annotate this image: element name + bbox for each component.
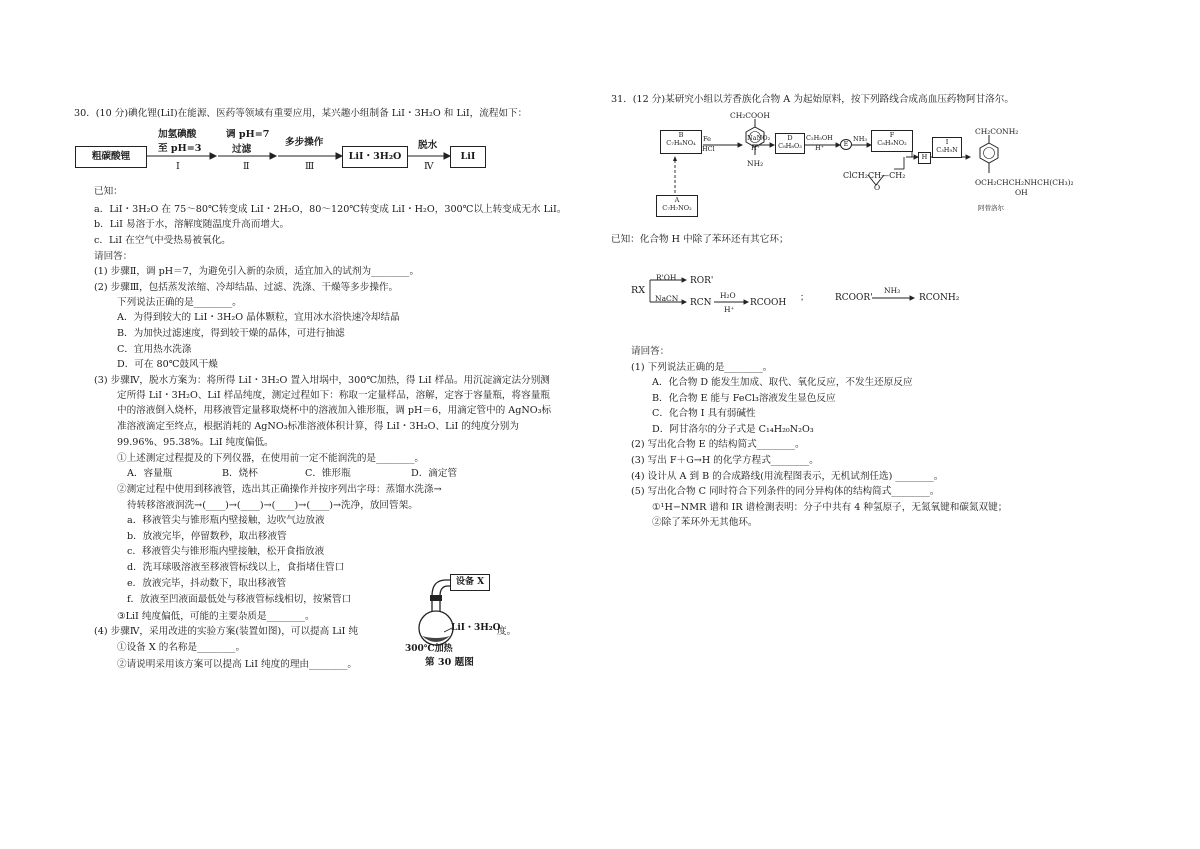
q31-part2: (2) 写出化合物 E 的结构简式________。 — [631, 439, 805, 450]
q30-known-c: c．LiI 在空气中受热易被氧化。 — [94, 235, 231, 246]
q30-part4-line1: (4) 步骤Ⅳ，采用改进的实验方案(装置如图)，可以提高 LiI 纯 — [94, 626, 359, 637]
reagent-hplus-2: H⁺ — [815, 144, 825, 152]
reaction-product-acid: RCOOH — [750, 298, 787, 308]
q30-title: 30．(10 分)碘化锂(LiI)在能源、医药等领域有重要应用，某兴趣小组制备 LiI・3H₂O 和 LiI，流程如下： — [74, 108, 528, 119]
q31-part1-option-b: B．化合物 E 能与 FeCl₃溶液发生显色反应 — [652, 393, 836, 404]
flow-step4-number: Ⅳ — [424, 161, 434, 172]
q31-part3: (3) 写出 F＋G→H 的化学方程式________。 — [631, 455, 819, 466]
compound-i-label: I — [945, 138, 949, 146]
reaction-reagent-nh3: NH₃ — [884, 286, 901, 295]
q31-title: 31．(12 分)某研究小组以芳香族化合物 A 为起始原料，按下列路线合成高血压药物阿甘洛尔。 — [611, 94, 1014, 105]
reagent-nano2: NaNO₂ — [747, 134, 771, 142]
reagent-hcl: HCl — [702, 145, 715, 153]
q30-part3-line1: (3) 步骤Ⅳ，脱水方案为：将所得 LiI・3H₂O 置入坩埚中，300℃加热，得 LiI 样品。用沉淀滴定法分别测 — [94, 375, 550, 386]
flow-step2-top: 调 pH=7 — [226, 129, 270, 140]
flow-step2-bottom: 过滤 — [232, 144, 252, 155]
compound-d-formula: C₈H₈O₃ — [778, 142, 802, 150]
group-ch2cooh: CH₂COOH — [730, 111, 770, 120]
compound-f-formula: C₈H₉NO₂ — [877, 139, 907, 147]
compound-h-box: H — [918, 152, 931, 164]
q30-part3-sub2-c: c．移液管尖与锥形瓶内壁接触，松开食指放液 — [127, 546, 325, 557]
q30-part3-sub1: ①上述测定过程提及的下列仪器，在使用前一定不能润洗的是________。 — [117, 453, 424, 464]
flask-heat-label: 300℃加热 — [405, 644, 453, 654]
compound-b-formula: C₇H₆NO₄ — [666, 139, 696, 147]
flow-start-box: 粗碳酸锂 — [75, 146, 147, 168]
q30-part3-sub1-option-b: B．烧杯 — [222, 468, 258, 479]
compound-d-label: D — [787, 134, 793, 142]
compound-b-box — [660, 130, 702, 154]
q30-part3-sub2-e: e．放液完毕，抖动数下，取出移液管 — [127, 578, 287, 589]
q30-known-b: b．LiI 易溶于水，溶解度随温度升高而增大。 — [94, 219, 290, 230]
reaction-rx: RX — [631, 285, 646, 296]
q31-known: 已知：化合物 H 中除了苯环还有其它环； — [611, 234, 789, 245]
q30-known-a: a．LiI・3H₂O 在 75～80℃转变成 LiI・2H₂O，80～120℃转变成 LiI・H₂O，300℃以上转变成无水 LiI。 — [94, 204, 567, 215]
reagent-fe: Fe — [703, 135, 712, 143]
q30-answer-heading: 请回答： — [94, 251, 133, 262]
product-side-chain: OCH₂CHCH₂NHCH(CH₃)₂ — [975, 178, 1074, 187]
q31-part5-cond2: ②除了苯环外无其他环。 — [652, 517, 758, 528]
epoxide-oxygen: O — [874, 183, 881, 192]
q30-part3-sub2-f: f．放液至凹液面最低处与移液管标线相切，按紧管口 — [127, 594, 352, 605]
reaction-product-nitrile: RCN — [690, 298, 712, 308]
flow-mid-box: LiI・3H₂O — [342, 146, 408, 168]
compound-a-formula: C₇H₇NO₂ — [662, 204, 692, 212]
q30-part2-option-b: B．为加快过滤速度，得到较干燥的晶体，可进行抽滤 — [117, 328, 345, 339]
reaction-reagent-hplus: H⁺ — [724, 305, 735, 314]
group-nh2: NH₂ — [747, 159, 764, 168]
compound-i-formula: C₃H₉N — [936, 146, 958, 154]
reaction-product-ether: ROR' — [690, 276, 714, 286]
reaction-reagent-roh: R'OH — [656, 273, 677, 282]
q30-part4-sub2: ②请说明采用该方案可以提高 LiI 纯度的理由________。 — [117, 659, 357, 670]
compound-e-circle: E — [840, 139, 852, 150]
q30-part3-line3: 中的溶液倒入烧杯，用移液管定量移取烧杯中的溶液加入锥形瓶，调 pH＝6，用滴定管中的 AgNO₃标 — [117, 405, 552, 416]
q30-known-heading: 已知： — [94, 186, 123, 197]
reaction-separator: ； — [800, 293, 810, 303]
compound-d-box — [775, 133, 805, 154]
q31-part1-option-a: A．化合物 D 能发生加成、取代、氧化反应，不发生还原反应 — [652, 377, 913, 388]
q30-part1: (1) 步骤Ⅱ，调 pH＝7，为避免引入新的杂质，适宜加入的试剂为________。 — [94, 266, 420, 277]
reaction-ester: RCOOR' — [835, 293, 873, 303]
flow-end-box: LiI — [450, 146, 486, 168]
reagent-ethanol: C₂H₅OH — [806, 134, 833, 142]
flow-step4-top: 脱水 — [418, 140, 438, 151]
q30-part3-sub2: ②测定过程中使用到移液管，选出其正确操作并按序列出字母：蒸馏水洗涤→ — [117, 484, 442, 495]
q30-part3-sub1-option-d: D．滴定管 — [411, 468, 458, 479]
q31-part1: (1) 下列说法正确的是________。 — [631, 362, 773, 373]
compound-f-box — [871, 130, 913, 152]
q30-part3-line5: 99.96%、95.38%。LiI 纯度偏低。 — [117, 437, 274, 448]
q30-part3-line4: 准溶液滴定至终点，根据消耗的 AgNO₃标准溶液体积计算，得 LiI・3H₂O、LiI 的纯度分别为 — [117, 421, 519, 432]
q30-part2-option-c: C．宜用热水洗涤 — [117, 344, 192, 355]
product-ch2conh2: CH₂CONH₂ — [975, 127, 1019, 136]
flow-step2-number: Ⅱ — [243, 161, 250, 172]
flask-sample-label: LiI・3H₂O — [451, 623, 501, 633]
reagent-nh3-1: NH₃ — [853, 135, 867, 143]
compound-b-label: B — [678, 131, 684, 139]
compound-a-label: A — [674, 196, 680, 204]
q30-part3-sub1-option-a: A．容量瓶 — [127, 468, 173, 479]
reaction-amide: RCONH₂ — [919, 293, 960, 303]
product-name: 阿替洛尔 — [978, 204, 1004, 212]
flow-arrows — [0, 0, 500, 180]
device-x-label: 设备 X — [450, 574, 490, 591]
flow-step3-top: 多步操作 — [285, 137, 324, 148]
q30-part3-sub3: ③LiI 纯度偏低，可能的主要杂质是________。 — [117, 611, 315, 622]
q31-answer-heading: 请回答： — [631, 346, 670, 357]
q30-part2-option-d: D．可在 80℃鼓风干燥 — [117, 359, 218, 370]
q30-part2-option-a: A．为得到较大的 LiI・3H₂O 晶体颗粒，宜用冰水浴快速冷却结晶 — [117, 312, 400, 323]
reagent-hplus-1: H⁺ — [751, 144, 761, 152]
q31-part1-option-c: C．化合物 I 具有弱碱性 — [652, 408, 756, 419]
epoxide-g-formula: ClCH₂CH—CH₂ — [843, 171, 906, 180]
q30-part3-sub2-sequence: 待转移溶液润洗→(____)→(____)→(____)→(____)→洗净，放回管架。 — [127, 500, 418, 511]
q31-part4: (4) 设计从 A 到 B 的合成路线(用流程图表示，无机试剂任选) ________。 — [631, 471, 944, 482]
q30-part3-line2: 定所得 LiI・3H₂O、LiI 样品纯度，测定过程如下：称取一定量样品，溶解，定容于容量瓶，将容量瓶 — [117, 390, 550, 401]
q30-part4-line1-end: 度。 — [497, 626, 517, 637]
compound-f-label: F — [889, 131, 895, 139]
q30-part3-sub2-a: a．移液管尖与锥形瓶内壁接触，边吹气边放液 — [127, 515, 325, 526]
q31-part5: (5) 写出化合物 C 同时符合下列条件的同分异构体的结构简式________。 — [631, 486, 940, 497]
q31-part5-cond1: ①¹H−NMR 谱和 IR 谱检测表明：分子中共有 4 种氢原子，无氮氧键和碳氮双键； — [652, 502, 1008, 513]
figure-caption: 第 30 题图 — [425, 657, 474, 668]
reaction-reagent-h2o: H₂O — [720, 291, 736, 300]
product-oh: OH — [1015, 188, 1028, 197]
q30-part4-sub1: ①设备 X 的名称是________。 — [117, 642, 246, 653]
q30-part3-sub2-d: d．洗耳球吸溶液至移液管标线以上，食指堵住管口 — [127, 562, 345, 573]
q31-part1-option-d: D．阿甘洛尔的分子式是 C₁₄H₂₀N₂O₃ — [652, 424, 814, 435]
compound-a-box — [656, 195, 698, 217]
flow-step1-number: I — [176, 161, 180, 172]
q30-part3-sub1-option-c: C．锥形瓶 — [305, 468, 351, 479]
flow-step3-number: Ⅲ — [305, 161, 315, 172]
q30-part2: (2) 步骤Ⅲ，包括蒸发浓缩、冷却结晶、过滤、洗涤、干燥等多步操作。 — [94, 282, 399, 293]
q30-part2-question: 下列说法正确的是________。 — [117, 297, 242, 308]
flow-step1-top: 加氢碘酸 — [158, 129, 197, 140]
flow-step1-bottom: 至 pH=3 — [158, 143, 202, 154]
q30-part3-sub2-b: b．放液完毕，停留数秒，取出移液管 — [127, 531, 287, 542]
compound-i-box — [932, 137, 962, 158]
reaction-reagent-nacn: NaCN — [655, 294, 679, 303]
